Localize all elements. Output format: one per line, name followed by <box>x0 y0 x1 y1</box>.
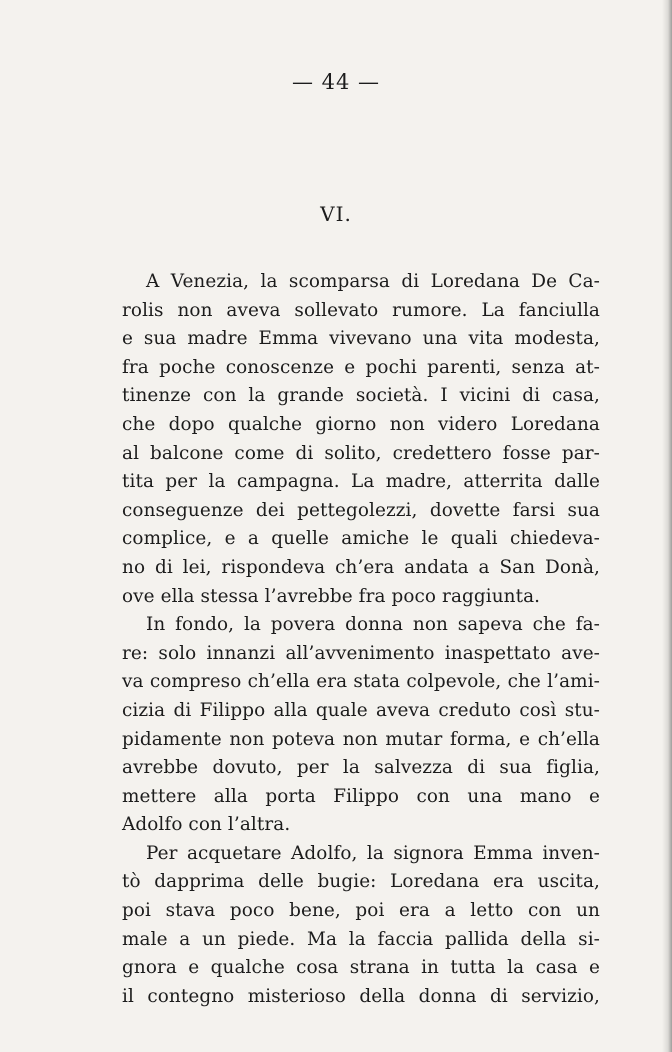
text-line: Per acquetare Adolfo, la signora Emma inven- <box>146 842 600 864</box>
chapter-heading: VI. <box>320 202 352 226</box>
text-line: il contegno misterioso della donna di servizio, <box>122 985 600 1007</box>
text-line: complice, e a quelle amiche le quali chiedeva- <box>122 528 600 550</box>
text-line: fra poche conoscenze e pochi parenti, senza at- <box>122 356 600 378</box>
text-line: tita per la campagna. La madre, atterrita dalle <box>122 471 600 493</box>
text-line: avrebbe dovuto, per la salvezza di sua figlia, <box>122 757 600 779</box>
text-line: cizia di Filippo alla quale aveva creduto così stu- <box>122 699 600 721</box>
text-line: In fondo, la povera donna non sapeva che fa- <box>146 614 600 636</box>
text-line: tinenze con la grande società. I vicini di casa, <box>122 385 600 407</box>
body-text <box>122 268 600 1011</box>
text-line: pidamente non poteva non mutar forma, e ch’ella <box>122 728 600 750</box>
text-line: va compreso ch’ella era stata colpevole, che l’ami- <box>122 671 600 693</box>
text-line: e sua madre Emma vivevano una vita modesta, <box>122 328 600 350</box>
text-line: Adolfo con l’altra. <box>122 814 291 836</box>
text-line: male a un piede. Ma la faccia pallida della si- <box>122 928 600 950</box>
text-line: che dopo qualche giorno non videro Loredana <box>122 413 600 435</box>
page-edge-shadow <box>662 0 672 1052</box>
text-line: mettere alla porta Filippo con una mano e <box>122 785 600 807</box>
text-line: conseguenze dei pettegolezzi, dovette farsi sua <box>122 499 600 521</box>
text-line: tò dapprima delle bugie: Loredana era uscita, <box>122 871 600 893</box>
text-line: re: solo innanzi all’avvenimento inaspettato ave- <box>122 642 600 664</box>
text-line: poi stava poco bene, poi era a letto con un <box>122 900 600 922</box>
text-line: rolis non aveva sollevato rumore. La fanciulla <box>122 299 600 321</box>
page-number: — 44 — <box>291 70 381 94</box>
text-line: gnora e qualche cosa strana in tutta la casa e <box>122 957 600 979</box>
text-line: ove ella stessa l’avrebbe fra poco raggiunta. <box>122 585 541 607</box>
text-line: A Venezia, la scomparsa di Loredana De Ca- <box>146 271 600 292</box>
text-line: al balcone come di solito, credettero fosse par- <box>122 442 600 464</box>
text-line: no di lei, rispondeva ch’era andata a San Donà, <box>122 556 600 578</box>
